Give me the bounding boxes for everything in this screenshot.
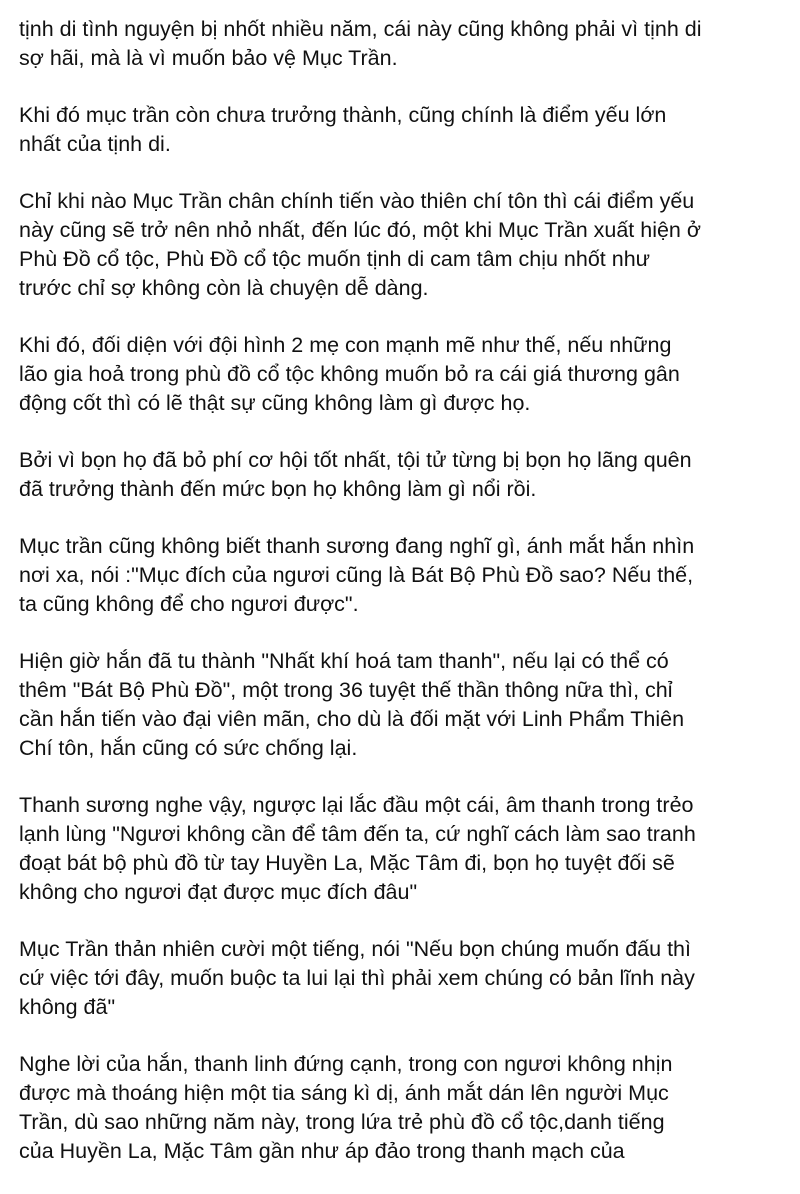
text-line: được mà thoáng hiện một tia sáng kì dị, ánh mắt dán lên người Mục	[19, 1081, 669, 1105]
text-line: đoạt bát bộ phù đồ từ tay Huyền La, Mặc Tâm đi, bọn họ tuyệt đối sẽ	[19, 851, 675, 875]
paragraph	[19, 187, 789, 303]
text-line: nhất của tịnh di.	[19, 132, 171, 156]
paragraph	[19, 101, 789, 159]
text-line: đã trưởng thành đến mức bọn họ không làm gì nổi rồi.	[19, 477, 537, 501]
text-line: Mục trần cũng không biết thanh sương đang nghĩ gì, ánh mắt hắn nhìn	[19, 534, 695, 558]
text-line: Phù Đồ cổ tộc, Phù Đồ cổ tộc muốn tịnh di cam tâm chịu nhốt như	[19, 247, 651, 271]
text-line: Chí tôn, hắn cũng có sức chống lại.	[19, 736, 358, 760]
paragraph	[19, 532, 789, 619]
paragraph	[19, 791, 789, 907]
text-line: cứ việc tới đây, muốn buộc ta lui lại thì phải xem chúng có bản lĩnh này	[19, 966, 695, 990]
text-line: Nghe lời của hắn, thanh linh đứng cạnh, trong con ngươi không nhịn	[19, 1052, 673, 1076]
text-line: thêm "Bát Bộ Phù Đồ", một trong 36 tuyệt thế thần thông nữa thì, chỉ	[19, 678, 673, 702]
paragraph	[19, 331, 789, 418]
document-page	[19, 15, 789, 1194]
text-line: nơi xa, nói :"Mục đích của ngươi cũng là Bát Bộ Phù Đồ sao? Nếu thế,	[19, 563, 694, 587]
paragraph	[19, 446, 789, 504]
text-line: này cũng sẽ trở nên nhỏ nhất, đến lúc đó, một khi Mục Trần xuất hiện ở	[19, 218, 701, 242]
text-line: Mục Trần thản nhiên cười một tiếng, nói "Nếu bọn chúng muốn đấu thì	[19, 937, 691, 961]
text-line: Hiện giờ hắn đã tu thành "Nhất khí hoá tam thanh", nếu lại có thể có	[19, 649, 669, 673]
text-line: lạnh lùng "Ngươi không cần để tâm đến ta, cứ nghĩ cách làm sao tranh	[19, 822, 696, 846]
text-line: không cho ngươi đạt được mục đích đâu"	[19, 880, 418, 904]
paragraph	[19, 15, 789, 73]
text-line: động cốt thì có lẽ thật sự cũng không làm gì được họ.	[19, 391, 531, 415]
text-line: tịnh di tình nguyện bị nhốt nhiều năm, cái này cũng không phải vì tịnh di	[19, 17, 702, 41]
paragraph	[19, 935, 789, 1022]
text-line: Thanh sương nghe vậy, ngược lại lắc đầu một cái, âm thanh trong trẻo	[19, 793, 694, 817]
text-line: sợ hãi, mà là vì muốn bảo vệ Mục Trần.	[19, 46, 398, 70]
text-line: không đã"	[19, 995, 116, 1019]
text-line: Khi đó mục trần còn chưa trưởng thành, cũng chính là điểm yếu lớn	[19, 103, 667, 127]
paragraph	[19, 647, 789, 763]
text-line: Bởi vì bọn họ đã bỏ phí cơ hội tốt nhất, tội tử từng bị bọn họ lãng quên	[19, 448, 692, 472]
text-line: lão gia hoả trong phù đồ cổ tộc không muốn bỏ ra cái giá thương gân	[19, 362, 680, 386]
text-line: Khi đó, đối diện với đội hình 2 mẹ con mạnh mẽ như thế, nếu những	[19, 333, 672, 357]
text-line: cần hắn tiến vào đại viên mãn, cho dù là đối mặt với Linh Phẩm Thiên	[19, 707, 685, 731]
paragraph	[19, 1050, 789, 1166]
text-line: Trần, dù sao những năm này, trong lứa trẻ phù đồ cổ tộc,danh tiếng	[19, 1110, 665, 1134]
text-line: trước chỉ sợ không còn là chuyện dễ dàng.	[19, 276, 429, 300]
text-line: ta cũng không để cho ngươi được".	[19, 592, 359, 616]
text-line: Chỉ khi nào Mục Trần chân chính tiến vào thiên chí tôn thì cái điểm yếu	[19, 189, 695, 213]
text-line: của Huyền La, Mặc Tâm gần như áp đảo trong thanh mạch của	[19, 1139, 625, 1163]
